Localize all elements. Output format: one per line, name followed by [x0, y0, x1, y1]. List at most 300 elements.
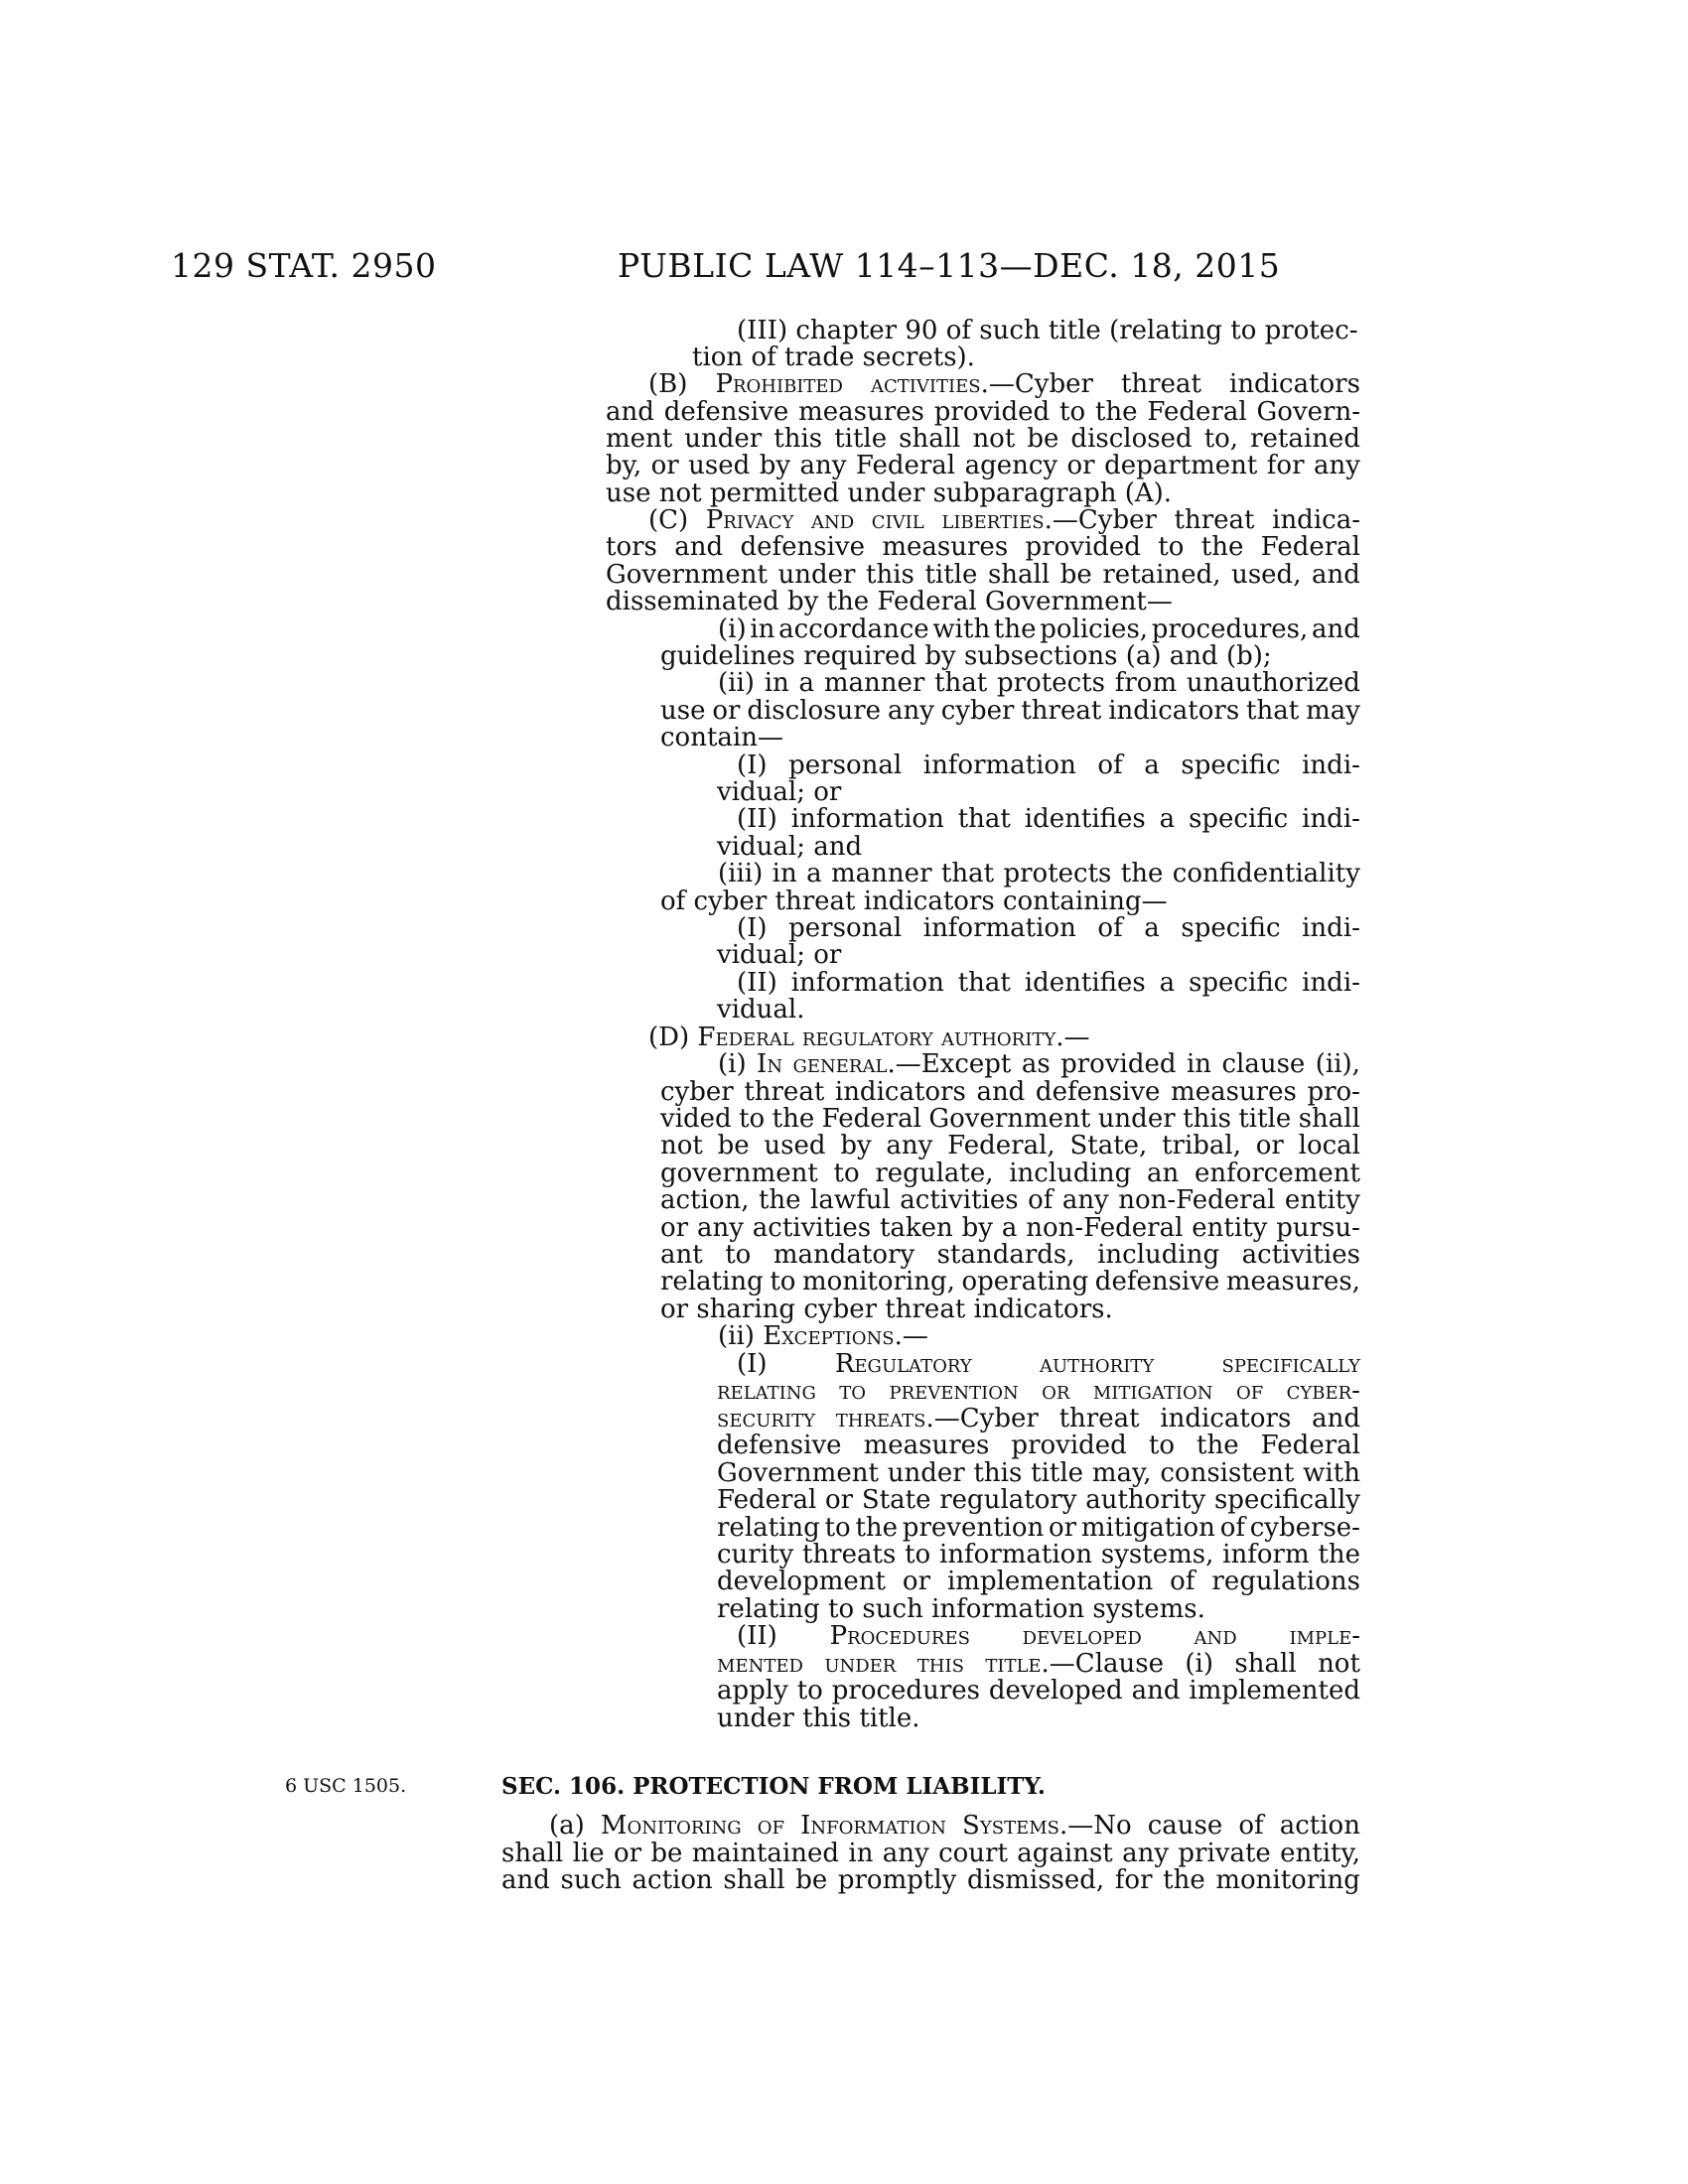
word: or — [712, 696, 741, 726]
small-caps-word: prevention — [889, 1376, 1019, 1406]
word-group — [1215, 1867, 1360, 1894]
word-group — [967, 1867, 1104, 1894]
word: from — [1114, 668, 1178, 698]
word: Federal — [855, 451, 956, 480]
text-line — [737, 752, 1360, 779]
word-group — [1257, 399, 1360, 426]
word: defensive — [1035, 1077, 1161, 1107]
word: the — [772, 1104, 815, 1134]
word-group — [941, 698, 1015, 725]
word: any — [799, 451, 847, 480]
text-line — [717, 1651, 1360, 1678]
text-line — [717, 1569, 1360, 1595]
text-segment: under this title. — [717, 1704, 920, 1733]
word: or — [1066, 451, 1095, 480]
word-group — [651, 453, 679, 479]
text-line — [660, 698, 1360, 725]
word-group — [1178, 1841, 1270, 1867]
word: or — [902, 1567, 931, 1596]
word: (i) — [718, 1049, 747, 1079]
text-line — [717, 1515, 1360, 1542]
word: a — [1001, 1213, 1018, 1243]
word: to — [796, 1676, 823, 1706]
word: any — [887, 696, 934, 726]
text-segment: contain— — [660, 723, 783, 752]
word: tors — [606, 532, 657, 562]
word: accordance — [778, 614, 929, 644]
text-line — [717, 779, 841, 806]
word-group — [1170, 1569, 1195, 1595]
word-group — [889, 1378, 1018, 1405]
text-line — [737, 915, 1360, 942]
word: to, — [1203, 424, 1239, 454]
text-line — [737, 970, 1360, 997]
word: (I) — [737, 913, 768, 943]
text-segment: tion of trade secrets). — [692, 342, 975, 372]
text-line — [717, 942, 841, 969]
word-group — [824, 670, 924, 697]
word: entity, — [1280, 1839, 1360, 1868]
word: shall — [501, 1839, 564, 1868]
word: this — [1183, 1104, 1231, 1134]
word-group — [793, 1051, 1012, 1078]
word: disclosed — [1070, 424, 1193, 454]
word: local — [1298, 1131, 1360, 1160]
word: to — [1158, 532, 1185, 562]
word: cause — [1147, 1811, 1223, 1841]
word: monitoring — [1215, 1865, 1360, 1895]
word: by, — [606, 451, 642, 480]
word-group — [1040, 616, 1148, 643]
text-segment: .— — [1055, 1023, 1090, 1052]
word: specific — [1181, 751, 1281, 780]
word: (iii) — [718, 859, 764, 888]
word-group — [1144, 915, 1160, 942]
word-group — [1238, 1813, 1263, 1840]
word-group — [664, 399, 789, 426]
word-group — [962, 1813, 1132, 1840]
word-group — [1302, 752, 1360, 779]
word: (I) — [737, 1349, 768, 1379]
word-group — [864, 1433, 990, 1459]
word: clause — [1221, 1049, 1306, 1079]
word: provided — [1025, 532, 1141, 562]
word: the — [1163, 1865, 1205, 1895]
word-group — [795, 1867, 827, 1894]
word: be — [1027, 424, 1059, 454]
word-group — [1187, 1051, 1211, 1078]
word: protects — [997, 668, 1105, 698]
word: ment — [606, 424, 673, 454]
word-group — [1306, 698, 1360, 725]
word-group — [561, 1867, 622, 1894]
word-group — [788, 915, 902, 942]
word-group — [684, 426, 762, 453]
word-group — [688, 453, 750, 479]
word-group — [1122, 1841, 1169, 1867]
word: indi- — [1302, 751, 1360, 780]
word-group — [1312, 616, 1360, 643]
word-group — [1201, 534, 1244, 561]
word: indicators — [1108, 696, 1240, 726]
word-group — [717, 1406, 815, 1433]
text-line — [660, 725, 783, 751]
small-caps-word: of — [1235, 1376, 1264, 1406]
word-group — [947, 1133, 1055, 1160]
word: title — [834, 424, 888, 454]
word: implementation — [946, 1567, 1154, 1596]
text-line — [717, 1678, 1360, 1705]
word-group — [648, 371, 687, 398]
word: in — [848, 1839, 874, 1868]
word-group — [855, 1515, 898, 1542]
text-line — [718, 1051, 1360, 1078]
word-group — [1040, 1351, 1154, 1378]
word-group — [712, 698, 740, 725]
word-group — [660, 1106, 732, 1133]
word: be — [795, 1865, 828, 1895]
word: cyber — [940, 696, 1015, 726]
word-group — [1132, 1678, 1181, 1705]
word-group — [900, 1187, 1018, 1214]
word: lie — [572, 1839, 605, 1868]
word: the — [1200, 532, 1244, 562]
word-group — [928, 1106, 1090, 1133]
word: and — [1312, 560, 1360, 590]
text-line — [717, 1378, 1360, 1405]
word: title — [1238, 1104, 1292, 1134]
word: indicators — [1160, 1404, 1292, 1433]
word-group — [753, 1215, 871, 1242]
word-group — [1011, 1433, 1126, 1459]
word: policies, — [1040, 614, 1149, 644]
word-group — [1026, 534, 1141, 561]
word: (ii), — [1315, 1049, 1360, 1079]
word: in — [772, 859, 797, 888]
word-group — [1095, 399, 1138, 426]
word-group — [1093, 1378, 1213, 1405]
word: a — [1144, 751, 1160, 780]
word-group — [1280, 1813, 1360, 1840]
word-group — [1081, 1515, 1215, 1542]
word: operating — [961, 1267, 1089, 1297]
word: with — [1303, 1458, 1360, 1488]
text-line — [717, 1542, 1360, 1569]
word: to — [1148, 1431, 1175, 1460]
word-group — [1085, 1487, 1205, 1514]
word: manner — [831, 859, 932, 888]
word-group — [941, 861, 994, 887]
word-group — [606, 453, 641, 479]
word: regulatory — [939, 1485, 1077, 1515]
text-line — [717, 834, 862, 861]
word: information — [790, 804, 944, 834]
word-group — [972, 426, 1015, 453]
text-line — [737, 318, 1358, 344]
word: of — [1219, 1513, 1245, 1543]
text-segment: vidual; or — [717, 777, 842, 807]
text-segment: relating to such information systems. — [717, 1594, 1205, 1624]
word-group — [834, 1160, 860, 1187]
word-group — [1097, 752, 1122, 779]
word-group — [883, 1841, 929, 1867]
word: shall — [1298, 1104, 1360, 1134]
small-caps-word: specifically — [1221, 1349, 1360, 1379]
word-group — [718, 616, 747, 643]
word: of — [1170, 1567, 1196, 1596]
word: the — [1318, 1540, 1360, 1570]
word-group — [1160, 1460, 1294, 1487]
text-line — [718, 1323, 928, 1350]
word: and — [606, 397, 654, 427]
word: to — [725, 1240, 752, 1270]
word: indicators — [834, 1077, 966, 1107]
word: non-Federal — [1118, 1185, 1276, 1215]
word: measures — [882, 532, 1009, 562]
text-line — [606, 562, 1360, 589]
word: indica- — [1272, 505, 1360, 535]
word: State, — [1069, 1131, 1148, 1160]
word: under — [684, 424, 763, 454]
word: a — [798, 668, 815, 698]
word-group — [1028, 1187, 1053, 1214]
word: any — [1122, 1839, 1170, 1868]
word: shall — [899, 424, 961, 454]
small-caps-heading: Exceptions — [763, 1321, 895, 1351]
word-group — [1189, 1678, 1360, 1705]
text-line — [660, 1160, 1360, 1187]
word-group — [1196, 1433, 1239, 1459]
word: that — [957, 968, 1011, 998]
word: apply — [717, 1676, 788, 1706]
word: relating — [717, 1513, 820, 1543]
word: may — [1306, 696, 1360, 726]
word: consistent — [1160, 1458, 1295, 1488]
word: any — [1061, 1185, 1109, 1215]
word: defensive — [663, 397, 789, 427]
text-segment: .— — [894, 1321, 928, 1351]
word: activities — [1241, 1240, 1360, 1270]
word-group — [1280, 1841, 1360, 1867]
word: and — [501, 1865, 550, 1895]
word: indicators — [1229, 369, 1360, 399]
word-group — [1095, 1269, 1220, 1296]
small-caps-word: authority — [1040, 1349, 1155, 1379]
word: in — [1186, 1049, 1212, 1079]
word: indi- — [1302, 804, 1360, 834]
word: confidentiality — [1172, 859, 1360, 888]
word-group — [747, 698, 881, 725]
word: vided — [660, 1104, 732, 1134]
word-group — [1189, 806, 1288, 833]
word-group — [1160, 806, 1176, 833]
word-group — [802, 1269, 955, 1296]
word-group — [788, 752, 902, 779]
word: to — [739, 1104, 766, 1134]
word: provided — [1011, 1431, 1127, 1460]
word: by — [759, 451, 791, 480]
text-segment: (III) chapter 90 of such title (relating to protec- — [737, 316, 1358, 345]
text-line — [718, 861, 1360, 887]
word: information — [922, 751, 1076, 780]
word: private — [1178, 1839, 1271, 1868]
text-line — [718, 616, 1360, 643]
word-group — [1060, 562, 1092, 589]
word-group — [937, 1242, 1075, 1269]
word: disclosure — [747, 696, 882, 726]
word: by — [961, 1213, 993, 1243]
word-group — [832, 1678, 980, 1705]
word-group — [737, 915, 768, 942]
word-group — [1097, 1242, 1219, 1269]
word-group — [1102, 562, 1220, 589]
word: provided — [1060, 1049, 1177, 1079]
small-caps-word: or — [1042, 1376, 1070, 1406]
small-caps-word: imple- — [1289, 1621, 1360, 1651]
word: threat — [1174, 505, 1255, 535]
text-line — [660, 1133, 1360, 1160]
word-group — [692, 1841, 839, 1867]
text-line — [717, 997, 804, 1024]
word-group — [1108, 698, 1239, 725]
word-group — [660, 1215, 688, 1242]
word: retained, — [1102, 560, 1221, 590]
word-group — [834, 426, 887, 453]
word-group — [932, 616, 990, 643]
word-group — [660, 1133, 703, 1160]
word-group — [1148, 1813, 1223, 1840]
word-group — [1222, 1542, 1309, 1569]
word: this — [973, 1458, 1023, 1488]
word-group — [1299, 1106, 1360, 1133]
word: agency — [964, 451, 1058, 480]
word-group — [791, 970, 944, 997]
word: regulate, — [875, 1159, 994, 1188]
word-group — [1231, 562, 1301, 589]
word-group — [872, 507, 924, 534]
word: provided — [933, 397, 1051, 427]
text-line — [648, 1024, 1090, 1051]
word: (i) — [718, 614, 747, 644]
word-group — [1009, 1160, 1131, 1187]
word-group — [1250, 1515, 1360, 1542]
text-line — [660, 1297, 1113, 1323]
word-group — [1192, 1215, 1267, 1242]
word: (B) — [648, 369, 688, 399]
word-group — [824, 1651, 896, 1678]
word-group — [1261, 534, 1360, 561]
word: taken — [879, 1213, 953, 1243]
word-group — [825, 1487, 853, 1514]
text-segment: vidual. — [717, 995, 805, 1024]
word-group — [1236, 1378, 1263, 1405]
word-group — [764, 1133, 825, 1160]
word: for — [1266, 451, 1305, 480]
word: activities — [900, 1185, 1019, 1215]
text-line — [737, 1623, 1360, 1650]
word: used — [764, 1131, 826, 1160]
word-group — [831, 861, 931, 887]
word-group — [660, 1242, 703, 1269]
word: specific — [1189, 804, 1289, 834]
word: threat — [744, 1077, 825, 1107]
word-group — [802, 1542, 896, 1569]
word-group — [697, 1215, 744, 1242]
word: standards, — [936, 1240, 1075, 1270]
word-group — [1147, 1160, 1179, 1187]
word-group — [994, 616, 1037, 643]
word: promptly — [837, 1865, 957, 1895]
word: pro- — [1307, 1077, 1360, 1107]
word-group — [717, 1678, 788, 1705]
word-group — [1318, 1542, 1360, 1569]
word-group — [1149, 1433, 1175, 1459]
word-group — [903, 1569, 930, 1595]
word: not — [1318, 1649, 1360, 1679]
word: entity — [1284, 1185, 1360, 1215]
word-group — [882, 534, 1008, 561]
word: a — [1159, 968, 1176, 998]
word-group — [718, 1051, 747, 1078]
word: (II) — [737, 804, 777, 834]
small-caps-word: cyber- — [1286, 1376, 1360, 1406]
word: to — [905, 1540, 931, 1570]
word-group — [899, 426, 960, 453]
word-group — [1026, 1215, 1183, 1242]
small-caps-word: to — [839, 1376, 867, 1406]
word: title — [1031, 1458, 1084, 1488]
small-caps-word: Information — [800, 1811, 946, 1841]
word: .—Except — [887, 1049, 1012, 1079]
word-group — [1152, 616, 1309, 643]
word: Government — [928, 1104, 1091, 1134]
word-group — [1221, 1051, 1305, 1078]
small-caps-heading: Federal regulatory authority — [697, 1023, 1056, 1052]
text-line — [660, 1187, 1360, 1214]
small-caps-word: Monitoring — [600, 1811, 742, 1841]
word: used, — [1231, 560, 1302, 590]
word: shall — [723, 1865, 785, 1895]
word: a — [1159, 804, 1176, 834]
word-group — [1160, 1406, 1291, 1433]
text-line — [718, 670, 1360, 697]
word: tribal, — [1162, 1131, 1241, 1160]
word: title — [924, 560, 978, 590]
text-line — [606, 589, 1173, 615]
word-group — [835, 1079, 966, 1106]
word-group — [886, 1133, 932, 1160]
word-group — [1070, 426, 1192, 453]
word-group — [660, 698, 705, 725]
word-group — [1312, 562, 1360, 589]
small-caps-word: liberties — [941, 505, 1045, 535]
word: Federal — [1147, 397, 1247, 427]
word-group — [1302, 970, 1360, 997]
text-line — [660, 1215, 1360, 1242]
word-group — [759, 1187, 801, 1214]
word: specific — [1181, 913, 1281, 943]
word: personal — [788, 913, 903, 943]
word: manner — [823, 668, 925, 698]
word-group — [1147, 399, 1246, 426]
word: threat — [1021, 696, 1102, 726]
word: relating — [660, 1267, 764, 1297]
word-group — [718, 670, 755, 697]
word: inform — [1222, 1540, 1310, 1570]
text-line — [717, 1433, 1360, 1459]
word-group — [606, 399, 654, 426]
text-line — [549, 1813, 1360, 1840]
